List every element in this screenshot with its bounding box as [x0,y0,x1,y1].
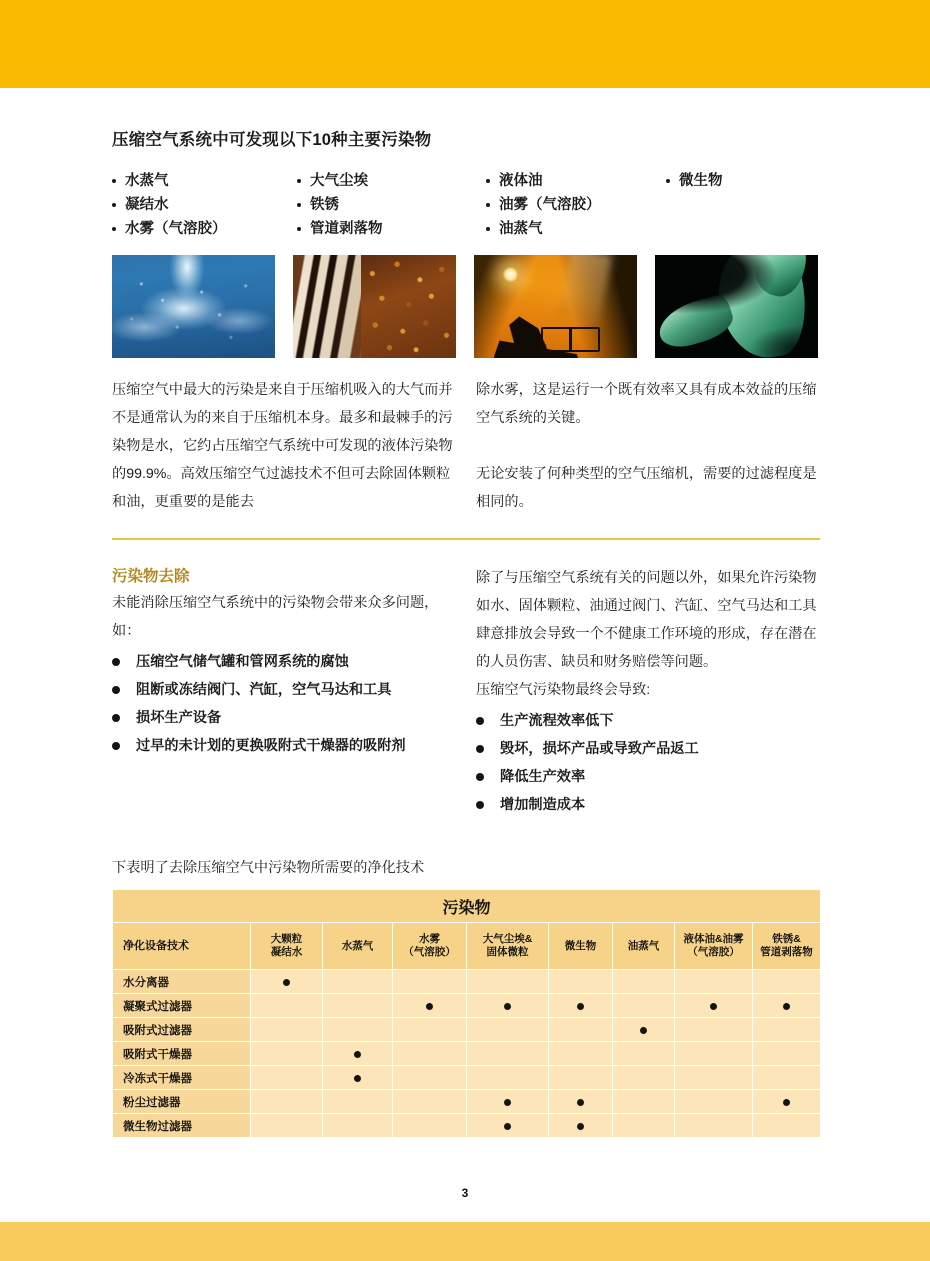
table-cell [613,970,675,994]
bottom-color-band [0,1222,930,1261]
bullet-dot-icon [112,203,116,207]
row-header-label: 微生物过滤器 [113,1114,251,1138]
rusty-pipe-photo [293,255,456,358]
table-cell [549,1042,613,1066]
table-cell [613,1066,675,1090]
list-item [112,169,297,193]
table-cell [753,1114,821,1138]
rig-frame-silhouette [541,327,600,352]
list-item [297,217,486,241]
row-header-label: 水分离器 [113,970,251,994]
caption-columns [112,376,820,516]
paragraph: 无论安装了何种类型的空气压缩机，需要的过滤程度是相同的。 [476,466,817,510]
table-cell [251,1090,323,1114]
list-item [486,193,666,217]
list-item-label: 生产流程效率低下 [500,713,614,729]
bullet-dot-icon [112,686,120,694]
capability-dot-icon [783,1099,790,1106]
list-item-label: 损坏生产设备 [136,710,222,726]
list-item-label: 水蒸气 [125,173,169,189]
table-cell [613,994,675,1018]
column-header: 水蒸气 [323,923,393,970]
section-pollutant-removal [112,564,820,819]
microbe-shape [749,255,811,301]
microorganism-photo [655,255,818,358]
photo-strip [112,255,820,358]
table-cell [323,1018,393,1042]
list-item [486,169,666,193]
motion-blur-decoration [557,255,613,326]
column-header: 大气尘埃& 固体微粒 [467,923,549,970]
capability-dot-icon [504,1003,511,1010]
table-cell [613,1042,675,1066]
table-cell [613,1018,675,1042]
bullet-dot-icon [297,179,301,183]
microbe-shape [655,293,737,353]
capability-dot-icon [504,1099,511,1106]
list-item-label: 降低生产效率 [500,769,586,785]
list-item-label: 增加制造成本 [500,797,586,813]
row-header-label: 凝聚式过滤器 [113,994,251,1018]
capability-dot-icon [783,1003,790,1010]
table-cell [753,1090,821,1114]
paragraph: 压缩空气污染物最终会导致: [476,682,651,698]
table-cell [251,970,323,994]
list-item [476,791,820,819]
bullet-dot-icon [486,227,490,231]
list-item [476,763,820,791]
page-title: 压缩空气系统中可发现以下10种主要污染物 [112,131,432,149]
bullet-dot-icon [112,227,116,231]
table-cell [323,1066,393,1090]
bullet-dot-icon [112,742,120,750]
table-cell [323,1114,393,1138]
column-header: 微生物 [549,923,613,970]
list-item-label: 过早的未计划的更换吸附式干燥器的吸附剂 [136,738,406,754]
list-item-label: 液体油 [499,173,543,189]
list-item-label: 管道剥落物 [310,221,383,237]
table-cell [753,1018,821,1042]
page-content [112,88,820,1138]
table-cell [675,1042,753,1066]
caption-right [476,376,820,516]
sun-icon [502,266,519,283]
microbe-shape [712,255,814,358]
capability-dot-icon [504,1123,511,1130]
column-header: 大颗粒 凝结水 [251,923,323,970]
list-item [297,169,486,193]
table-cell [393,1114,467,1138]
capability-dot-icon [577,1123,584,1130]
row-header-label: 冷冻式干燥器 [113,1066,251,1090]
pollutant-bullet-columns [112,169,820,241]
row-header-label: 吸附式干燥器 [113,1042,251,1066]
column-header: 油蒸气 [613,923,675,970]
bullet-dot-icon [476,801,484,809]
column-header: 液体油&油雾 （气溶胶） [675,923,753,970]
table-head [113,890,821,970]
table-cell [393,970,467,994]
section-heading: 污染物去除 [112,568,190,585]
list-item [297,193,486,217]
list-item-label: 阻断或冻结阀门、汽缸，空气马达和工具 [136,682,392,698]
bullet-dot-icon [112,179,116,183]
list-item-label: 油蒸气 [499,221,543,237]
bullet-dot-icon [297,203,301,207]
list-item-label: 毁坏，损坏产品或导致产品返工 [500,741,699,757]
capability-dot-icon [640,1027,647,1034]
table-body [113,970,821,1138]
table-cell [675,970,753,994]
table-cell [753,1042,821,1066]
bullet-column-2 [297,169,486,241]
list-item-label: 凝结水 [125,197,169,213]
capability-dot-icon [354,1051,361,1058]
column-header: 铁锈& 管道剥落物 [753,923,821,970]
bullet-column-1 [112,169,297,241]
bullet-dot-icon [666,179,670,183]
list-item [486,217,666,241]
removal-left-bullets [112,648,456,760]
table-cell [393,1018,467,1042]
table-cell [323,1042,393,1066]
table-row [113,1066,821,1090]
table-cell [549,1090,613,1114]
table-row [113,1018,821,1042]
list-item [112,676,456,704]
top-color-band [0,0,930,88]
table-cell [467,1114,549,1138]
table-cell [675,994,753,1018]
capability-dot-icon [577,1099,584,1106]
table-cell [251,1042,323,1066]
list-item-label: 压缩空气储气罐和管网系统的腐蚀 [136,654,349,670]
page-number: 3 [461,1186,469,1200]
bullet-dot-icon [112,658,120,666]
table-cell [613,1090,675,1114]
table-cell [753,970,821,994]
paragraph: 未能消除压缩空气系统中的污染物会带来众多问题，如： [112,595,439,639]
table-cell [467,970,549,994]
removal-right-column [476,564,820,819]
bullet-dot-icon [486,179,490,183]
table-cell [251,1018,323,1042]
paragraph: 压缩空气中最大的污染是来自于压缩机吸入的大气而并不是通常认为的来自于压缩机本身。最多和最棘手的污染物是水，它约占压缩空气系统中可发现的液体污染物的99.9%。高效压缩空气过滤技术不但可去除固体颗粒和油，更重要的是能去 [112,382,453,510]
bullet-column-4 [666,169,816,241]
table-cell [467,1090,549,1114]
table-row [113,1114,821,1138]
table-cell [675,1114,753,1138]
table-title-row [113,890,821,923]
table-intro-text: 下表明了去除压缩空气中污染物所需要的净化技术 [112,860,425,876]
table-cell [251,994,323,1018]
table-row [113,994,821,1018]
table-cell [549,970,613,994]
oil-pump-sunset-photo [474,255,637,358]
table-cell [467,1018,549,1042]
caption-left [112,376,456,516]
table-cell [323,970,393,994]
table-cell [549,1018,613,1042]
list-item [476,707,820,735]
bullet-dot-icon [476,717,484,725]
column-header: 水雾 （气溶胶） [393,923,467,970]
list-item [476,735,820,763]
list-item [112,704,456,732]
table-row [113,1090,821,1114]
paragraph: 除水雾，这是运行一个既有效率又具有成本效益的压缩空气系统的关键。 [476,382,817,426]
table-cell [251,1114,323,1138]
table-column-header-row [113,923,821,970]
bullet-dot-icon [112,714,120,722]
table-cell [613,1114,675,1138]
paragraph: 除了与压缩空气系统有关的问题以外，如果允许污染物如水、固体颗粒、油通过阀门、汽缸、空气马达和工具肆意排放会导致一个不健康工作环境的形成，存在潜在的人员伤害、缺员和财务赔偿等问题。 [476,570,817,670]
table-cell [323,1090,393,1114]
list-item [112,217,297,241]
list-item-label: 铁锈 [310,197,339,213]
bullet-dot-icon [476,773,484,781]
list-item [666,169,816,193]
bullet-dot-icon [486,203,490,207]
capability-dot-icon [354,1075,361,1082]
table-cell [251,1066,323,1090]
bullet-dot-icon [476,745,484,753]
table-row [113,970,821,994]
list-item [112,648,456,676]
list-item [112,732,456,760]
table-cell [675,1066,753,1090]
capability-dot-icon [577,1003,584,1010]
column-header-technology: 净化设备技术 [113,923,251,970]
table-title: 污染物 [113,890,821,923]
table-cell [467,994,549,1018]
bullet-dot-icon [297,227,301,231]
purification-technology-table [112,889,821,1138]
table-row [113,1042,821,1066]
water-splash-photo [112,255,275,358]
list-item-label: 大气尘埃 [310,173,368,189]
section-divider [112,538,820,540]
removal-left-column [112,564,456,819]
list-item-label: 微生物 [679,173,723,189]
table-cell [467,1066,549,1090]
table-cell [549,1114,613,1138]
table-cell [323,994,393,1018]
list-item [112,193,297,217]
table-cell [549,994,613,1018]
table-cell [467,1042,549,1066]
table-cell [393,1042,467,1066]
list-item-label: 油雾（气溶胶） [499,197,601,213]
table-cell [753,994,821,1018]
list-item-label: 水雾（气溶胶） [125,221,227,237]
capability-dot-icon [426,1003,433,1010]
table-cell [393,1066,467,1090]
removal-right-bullets [476,707,820,819]
table-cell [393,994,467,1018]
table-cell [393,1090,467,1114]
table-cell [675,1090,753,1114]
table-cell [549,1066,613,1090]
capability-dot-icon [710,1003,717,1010]
row-header-label: 粉尘过滤器 [113,1090,251,1114]
table-cell [675,1018,753,1042]
capability-dot-icon [283,979,290,986]
table-cell [753,1066,821,1090]
bullet-column-3 [486,169,666,241]
row-header-label: 吸附式过滤器 [113,1018,251,1042]
